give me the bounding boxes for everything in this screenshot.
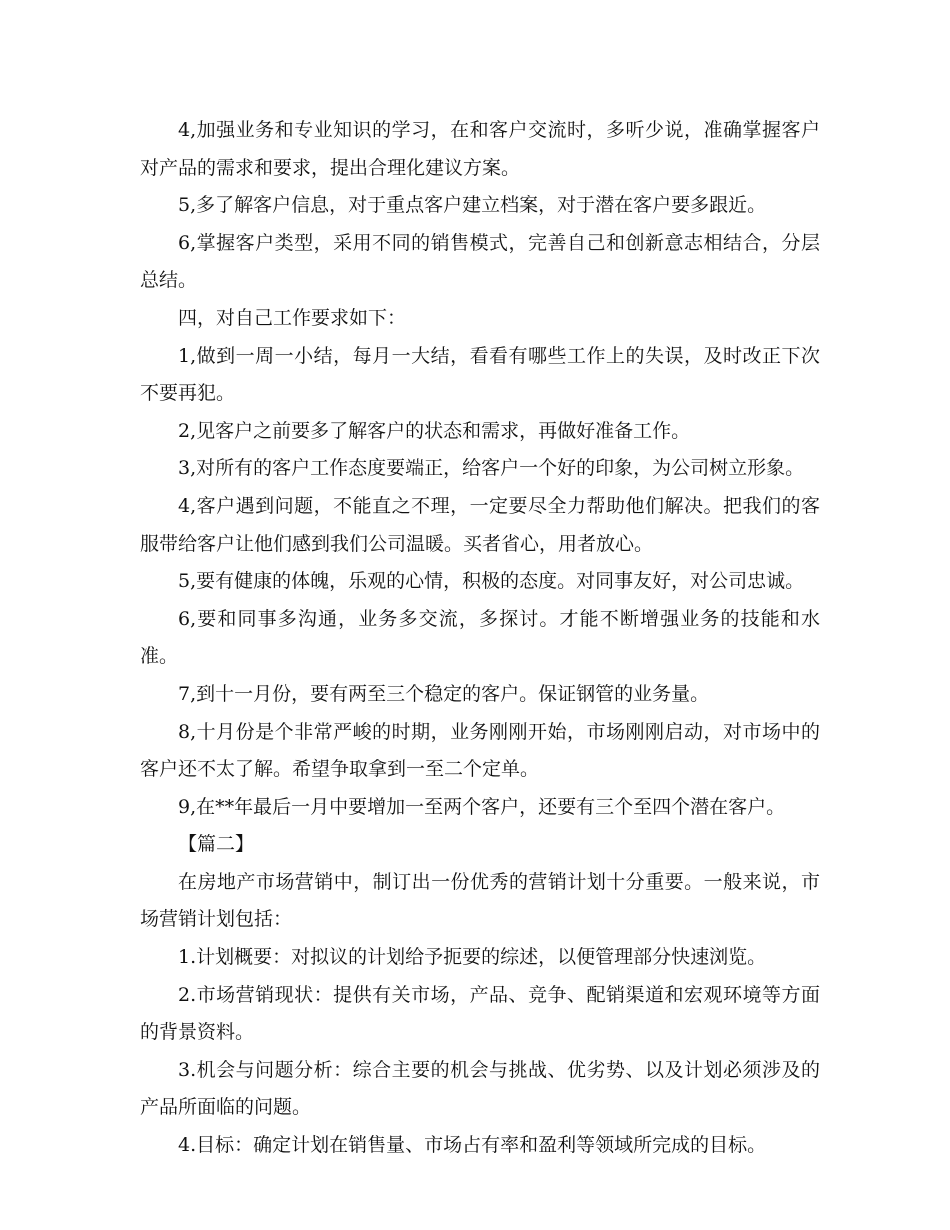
paragraph-plan-2-status: 2.市场营销现状：提供有关市场，产品、竞争、配销渠道和宏观环境等方面的背景资料。 <box>140 983 820 1044</box>
paragraph-plan-1-summary: 1.计划概要：对拟议的计划给予扼要的综述，以便管理部分快速浏览。 <box>178 946 767 969</box>
paragraph-req-4: 4,客户遇到问题，不能直之不理，一定要尽全力帮助他们解决。把我们的客服带给客户让他们感到我们公司温暖。买者省心，用者放心。 <box>140 494 820 555</box>
paragraph-req-2: 2,见客户之前要多了解客户的状态和需求，再做好准备工作。 <box>178 419 691 442</box>
section-heading-part-two: 【篇二】 <box>178 833 255 856</box>
section-heading-work-requirements: 四，对自己工作要求如下： <box>178 306 407 329</box>
paragraph-req-8: 8,十月份是个非常严峻的时期，业务刚刚开始，市场刚刚启动，对市场中的客户还不太了解。希望争取拿到一至二个定单。 <box>140 720 820 781</box>
paragraph-item-6-customer-types: 6,掌握客户类型，采用不同的销售模式，完善自己和创新意志相结合，分层总结。 <box>140 231 820 292</box>
paragraph-req-7: 7,到十一月份，要有两至三个稳定的客户。保证钢管的业务量。 <box>178 682 710 705</box>
paragraph-marketing-intro: 在房地产市场营销中，制订出一份优秀的营销计划十分重要。一般来说，市场营销计划包括： <box>140 870 820 931</box>
paragraph-req-6: 6,要和同事多沟通，业务多交流，多探讨。才能不断增强业务的技能和水准。 <box>140 607 820 668</box>
paragraph-req-3: 3,对所有的客户工作态度要端正，给客户一个好的印象，为公司树立形象。 <box>178 457 805 480</box>
paragraph-item-4-knowledge: 4,加强业务和专业知识的学习，在和客户交流时，多听少说，准确掌握客户对产品的需求和要求，提出合理化建议方案。 <box>140 119 820 179</box>
paragraph-item-5-customer-info: 5,多了解客户信息，对于重点客户建立档案，对于潜在客户要多跟近。 <box>178 194 767 217</box>
paragraph-plan-3-analysis: 3.机会与问题分析：综合主要的机会与挑战、优劣势、以及计划必须涉及的产品所面临的问题。 <box>140 1058 820 1119</box>
paragraph-req-9: 9,在**年最后一月中要增加一至两个客户，还要有三个至四个潜在客户。 <box>178 795 786 818</box>
paragraph-plan-4-goals: 4.目标：确定计划在销售量、市场占有率和盈利等领域所完成的目标。 <box>178 1134 767 1157</box>
paragraph-req-1: 1,做到一周一小结，每月一大结，看看有哪些工作上的失误，及时改正下次不要再犯。 <box>140 344 820 405</box>
paragraph-req-5: 5,要有健康的体魄，乐观的心情，积极的态度。对同事友好，对公司忠诚。 <box>178 570 805 593</box>
document-body <box>140 112 820 1165</box>
